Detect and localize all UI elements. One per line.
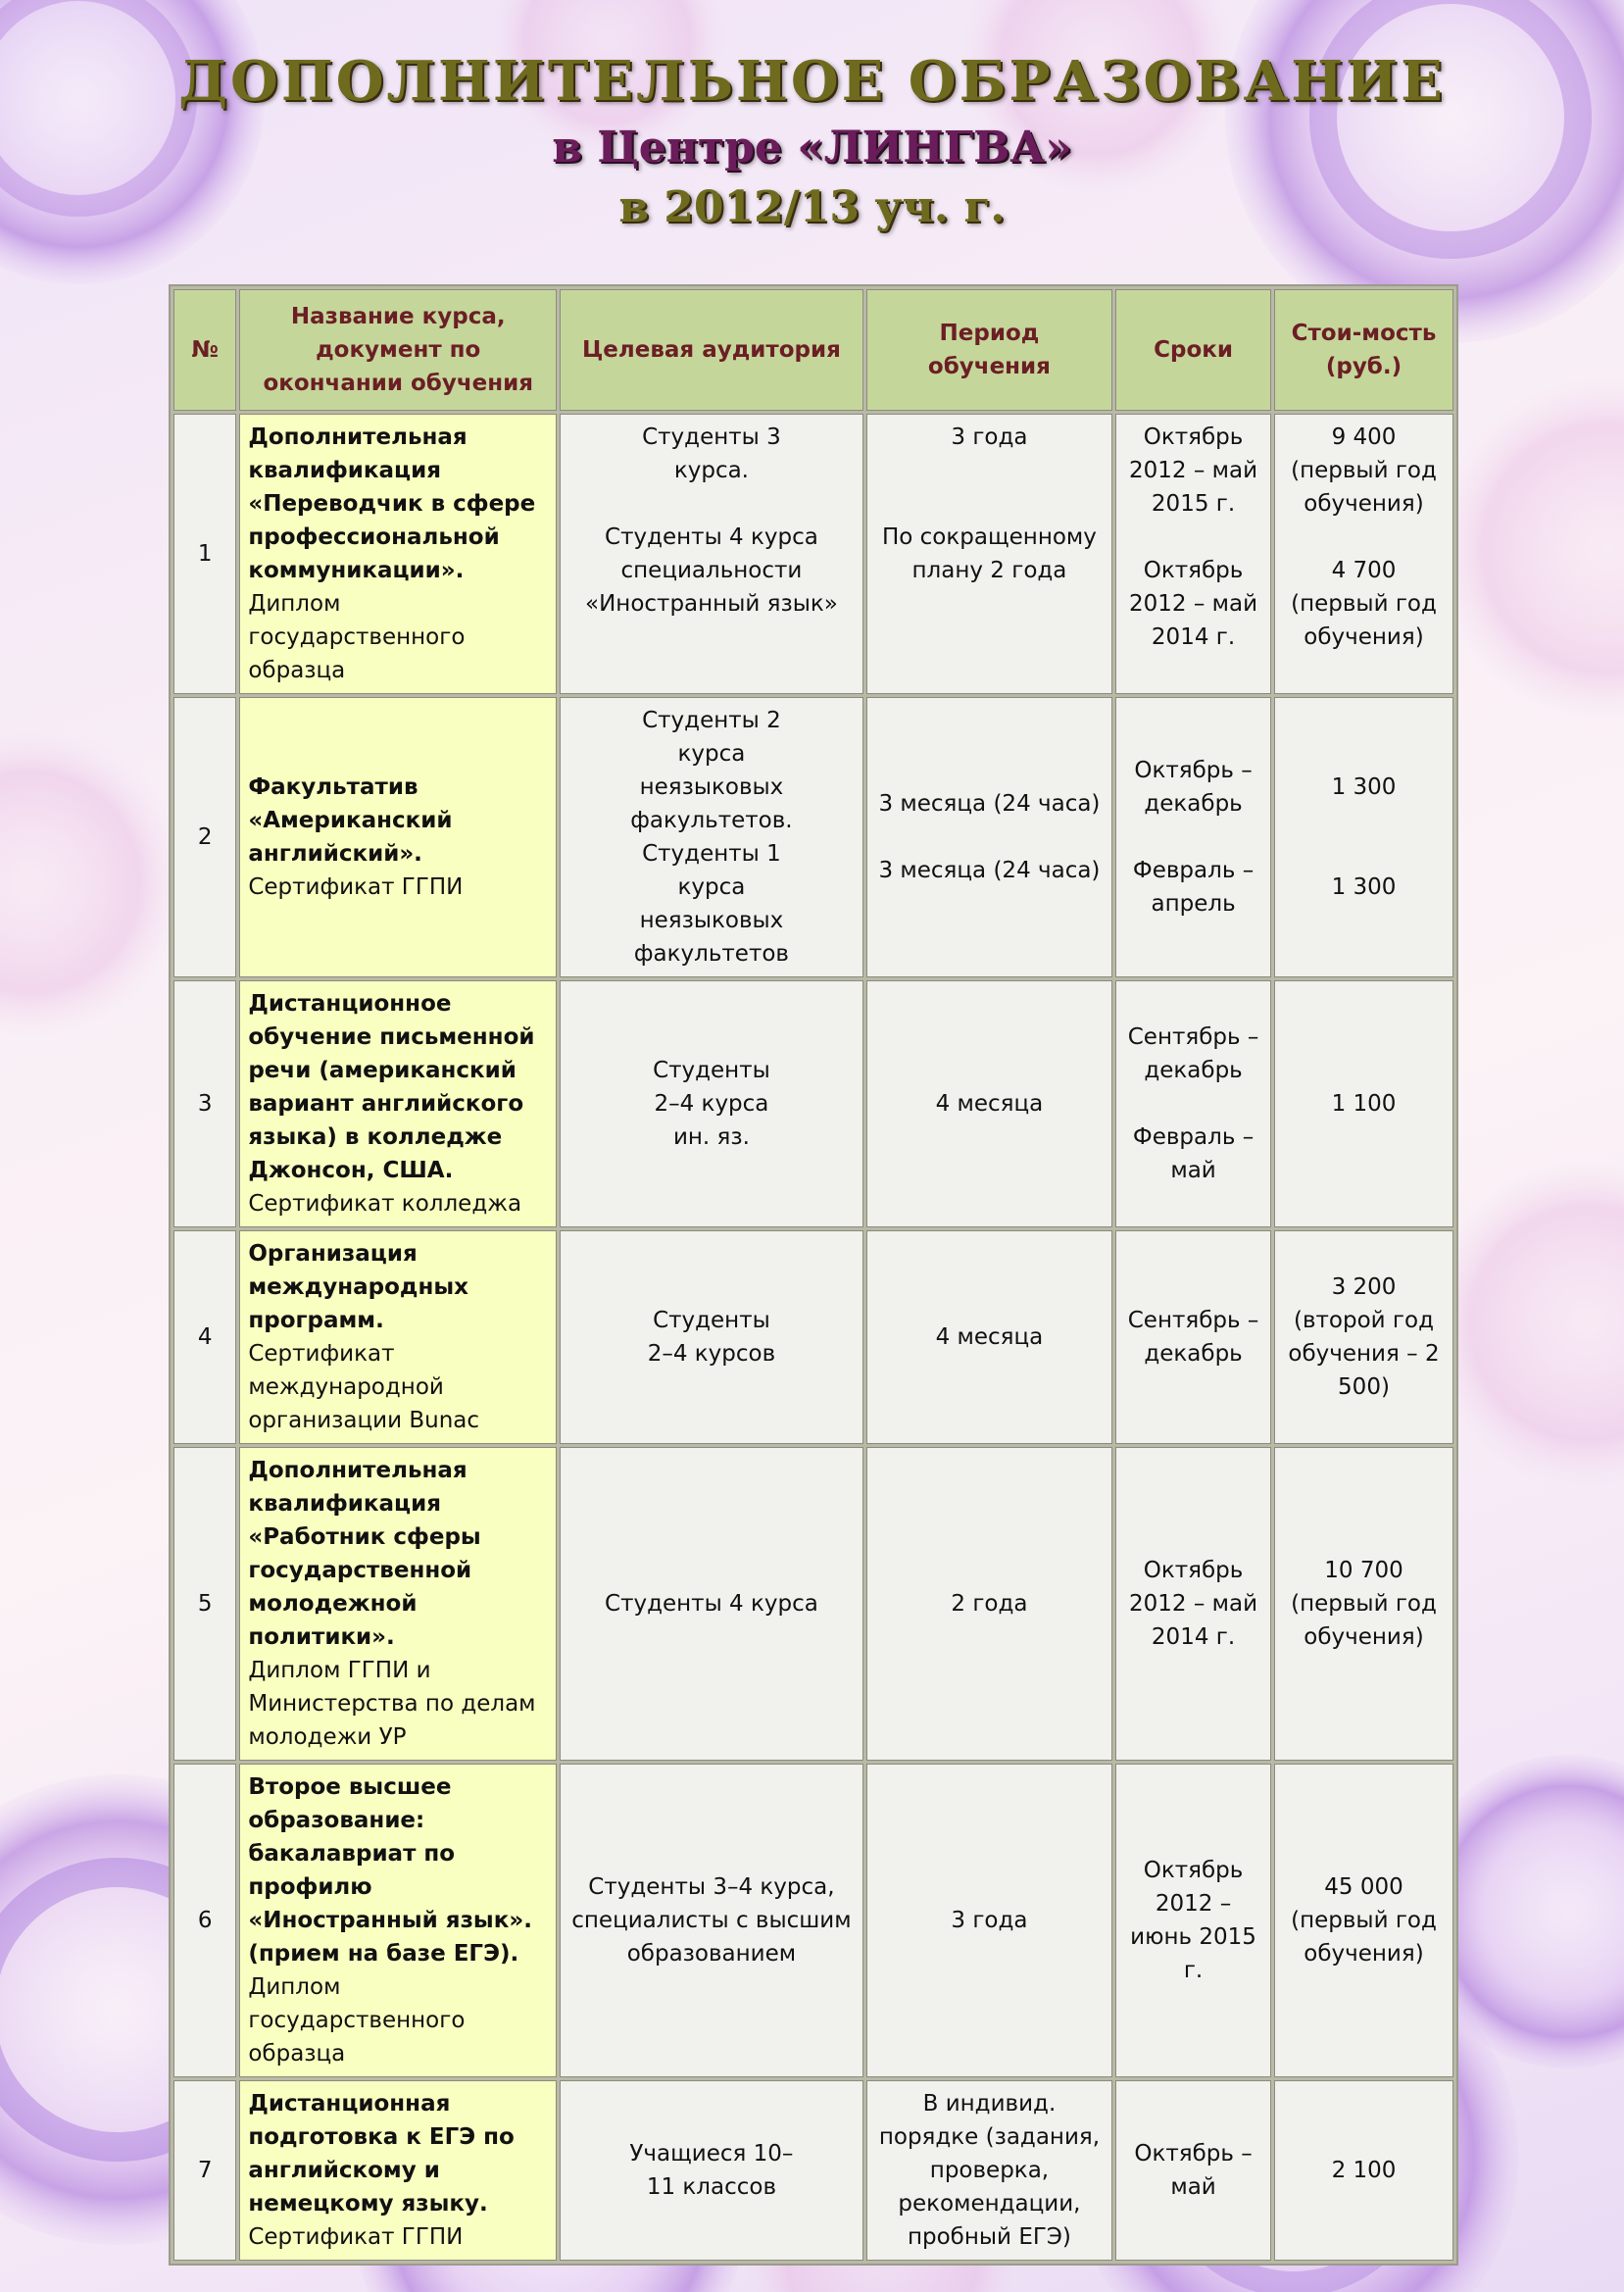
course-cost: 45 000 (первый год обучения) — [1274, 1764, 1453, 2077]
course-cost: 1 100 — [1274, 980, 1453, 1227]
dates-part-a: Октябрь 2012 – май 2015 г. — [1129, 424, 1258, 517]
row-num: 3 — [173, 980, 236, 1227]
audience-part-a: Студенты 3 курса. — [642, 424, 781, 483]
courses-table — [169, 284, 1458, 2266]
row-num: 2 — [173, 697, 236, 977]
header-dates: Сроки — [1115, 289, 1271, 411]
course-title: Дистанционное обучение письменной речи (американский вариант английского языка) в колледже Джонсон, США. — [248, 991, 535, 1183]
course-dates — [1115, 697, 1271, 977]
page-title — [0, 49, 1624, 234]
audience-text: Студенты 2–4 курса ин. яз. — [653, 1058, 770, 1150]
table-row — [173, 1764, 1453, 2077]
course-title: Дистанционная подготовка к ЕГЭ по английскому и немецкому языку. — [248, 2091, 515, 2217]
row-num: 5 — [173, 1447, 236, 1761]
audience-part-b: Студенты 1 курса неязыковых факультетов — [633, 841, 789, 967]
course-name — [239, 980, 557, 1227]
course-name — [239, 1447, 557, 1761]
course-document: Сертификат ГГПИ — [248, 874, 464, 900]
course-name — [239, 697, 557, 977]
cost-part-a: 1 300 — [1331, 774, 1397, 800]
course-cost: 3 200 (второй год обучения – 2 500) — [1274, 1230, 1453, 1444]
course-period — [866, 697, 1112, 977]
course-title: Факультатив «Американский английский». — [248, 774, 453, 867]
table-row — [173, 1447, 1453, 1761]
header-audience: Целевая аудитория — [560, 289, 863, 411]
course-period: 4 месяца — [866, 980, 1112, 1227]
course-document: Диплом государственного образца — [248, 591, 466, 683]
period-part-a: 3 года — [951, 424, 1028, 450]
table-row — [173, 1230, 1453, 1444]
header-name: Название курса, документ по окончании обучения — [239, 289, 557, 411]
audience-part-a: Студенты 2 курса неязыковых факультетов. — [630, 708, 793, 833]
course-audience — [560, 697, 863, 977]
course-period: 4 месяца — [866, 1230, 1112, 1444]
course-cost: 10 700 (первый год обучения) — [1274, 1447, 1453, 1761]
dates-part-a: Сентябрь – декабрь — [1127, 1024, 1259, 1083]
course-cost — [1274, 414, 1453, 694]
cost-part-b: 1 300 — [1331, 874, 1397, 900]
table-header-row — [173, 289, 1453, 411]
row-num: 6 — [173, 1764, 236, 2077]
course-document: Сертификат международной организации Bunac — [248, 1341, 480, 1433]
course-cost: 2 100 — [1274, 2080, 1453, 2261]
course-dates: Октябрь 2012 – июнь 2015 г. — [1115, 1764, 1271, 2077]
course-cost — [1274, 697, 1453, 977]
course-title: Дополнительная квалификация «Переводчик в сфере профессиональной коммуникации». — [248, 424, 536, 583]
header-period: Период обучения — [866, 289, 1112, 411]
course-title: Организация международных программ. — [248, 1241, 468, 1333]
course-dates — [1115, 414, 1271, 694]
row-num: 4 — [173, 1230, 236, 1444]
dates-part-b: Февраль – апрель — [1132, 858, 1255, 917]
table-row — [173, 980, 1453, 1227]
period-part-a: 3 месяца (24 часа) — [878, 791, 1101, 817]
table-row — [173, 414, 1453, 694]
course-document: Диплом ГГПИ и Министерства по делам молодежи УР — [248, 1658, 536, 1750]
table-row — [173, 697, 1453, 977]
course-audience — [560, 1230, 863, 1444]
course-name — [239, 414, 557, 694]
course-period: В индивид. порядке (задания, проверка, рекомендации, пробный ЕГЭ) — [866, 2080, 1112, 2261]
course-dates: Октябрь – май — [1115, 2080, 1271, 2261]
course-audience — [560, 414, 863, 694]
cost-part-a: 9 400 (первый год обучения) — [1291, 424, 1437, 517]
audience-text: Студенты 2–4 курсов — [647, 1308, 776, 1367]
course-period: 3 года — [866, 1764, 1112, 2077]
row-num: 1 — [173, 414, 236, 694]
course-document: Диплом государственного образца — [248, 1974, 466, 2067]
course-audience: Студенты 4 курса — [560, 1447, 863, 1761]
period-part-b: По сокращенному плану 2 года — [881, 524, 1097, 583]
title-line-3: в 2012/13 уч. г. — [618, 181, 1006, 232]
audience-part-b: Студенты 4 курса специальности «Иностранный язык» — [585, 524, 838, 617]
header-cost: Стои-мость (руб.) — [1274, 289, 1453, 411]
period-part-b: 3 месяца (24 часа) — [878, 858, 1101, 883]
row-num: 7 — [173, 2080, 236, 2261]
course-document: Сертификат ГГПИ — [248, 2224, 464, 2250]
course-dates: Сентябрь – декабрь — [1115, 1230, 1271, 1444]
dates-part-b: Февраль – май — [1132, 1124, 1255, 1183]
header-num: № — [173, 289, 236, 411]
title-line-1: ДОПОЛНИТЕЛЬНОЕ ОБРАЗОВАНИЕ — [178, 49, 1446, 114]
cost-part-b: 4 700 (первый год обучения) — [1291, 558, 1437, 650]
course-name — [239, 1230, 557, 1444]
course-audience — [560, 980, 863, 1227]
dates-part-b: Октябрь 2012 – май 2014 г. — [1129, 558, 1258, 650]
course-period — [866, 414, 1112, 694]
course-title: Второе высшее образование: бакалавриат по профилю «Иностранный язык». (прием на базе ЕГЭ). — [248, 1774, 532, 1967]
course-dates: Октябрь 2012 – май 2014 г. — [1115, 1447, 1271, 1761]
dates-part-a: Октябрь – декабрь — [1134, 758, 1253, 817]
title-line-2: в Центре «ЛИНГВА» — [552, 123, 1072, 174]
course-name — [239, 1764, 557, 2077]
audience-text: Учащиеся 10–11 классов — [629, 2141, 794, 2200]
course-audience: Студенты 3–4 курса, специалисты с высшим образованием — [560, 1764, 863, 2077]
course-title: Дополнительная квалификация «Работник сферы государственной молодежной политики». — [248, 1458, 481, 1650]
course-dates — [1115, 980, 1271, 1227]
course-document: Сертификат колледжа — [248, 1191, 522, 1217]
table-row — [173, 2080, 1453, 2261]
course-audience — [560, 2080, 863, 2261]
course-period: 2 года — [866, 1447, 1112, 1761]
course-name — [239, 2080, 557, 2261]
